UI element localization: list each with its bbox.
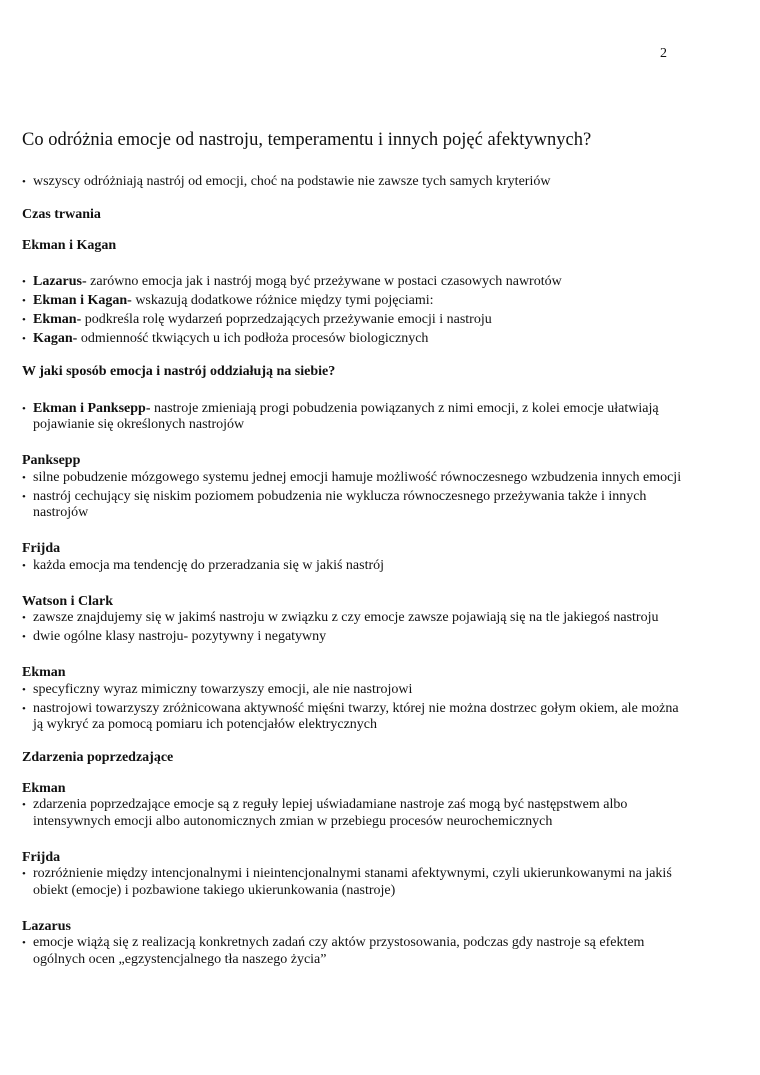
intro-list xyxy=(22,174,682,191)
ekman-list xyxy=(22,682,682,734)
list-item: • każda emocja ma tendencję do przeradzania się w jakiś nastrój xyxy=(22,558,682,575)
list-item xyxy=(22,274,682,291)
author-label: Ekman i Kagan- xyxy=(33,293,132,308)
page-title: Co odróżnia emocje od nastroju, temperamentu i innych pojęć afektywnych? xyxy=(22,130,592,150)
section-heading-interaction: W jaki sposób emocja i nastrój oddziałują na siebie? xyxy=(22,364,336,379)
ekman-2-list xyxy=(22,797,682,830)
document-body xyxy=(22,174,682,971)
page-number: 2 xyxy=(660,46,667,61)
frijda-list xyxy=(22,558,682,575)
list-item xyxy=(22,401,682,434)
item-text: podkreśla rolę wydarzeń poprzedzających przeżywanie emocji i nastroju xyxy=(81,312,492,327)
subheading-ekman-2: Ekman xyxy=(22,780,66,796)
subheading-watson-clark: Watson i Clark xyxy=(22,593,114,609)
list-item xyxy=(22,331,682,348)
list-item: • nastrojowi towarzyszy zróżnicowana aktywność mięśni twarzy, której nie można dostrzec gołym okiem, ale można ją wykryć za pomocą pomiaru ich potencjałów elektrycznych xyxy=(22,701,682,734)
subheading-ekman: Ekman xyxy=(22,665,66,680)
interaction-list xyxy=(22,401,682,434)
item-text: zarówno emocja jak i nastrój mogą być przeżywane w postaci czasowych nawrotów xyxy=(86,274,562,289)
list-item: • dwie ogólne klasy nastroju- pozytywny i negatywny xyxy=(22,629,682,646)
author-label: Kagan- xyxy=(33,331,78,346)
list-item xyxy=(22,312,682,329)
watson-list xyxy=(22,610,682,646)
subheading-frijda-2: Frijda xyxy=(22,849,61,865)
item-text: nastroje zmieniają progi pobudzenia powiązanych z nimi emocji, z kolei emocje ułatwiają pojawianie się określonych nastrojów xyxy=(33,400,659,432)
panksepp-list xyxy=(22,470,682,522)
author-label: Ekman- xyxy=(33,312,82,327)
duration-list xyxy=(22,274,682,348)
subheading-frijda: Frijda xyxy=(22,541,61,556)
list-item: • zdarzenia poprzedzające emocje są z reguły lepiej uświadamiane nastroje zaś mogą być następstwem albo intensywnych emocji albo autonomicznych zmian w przebiegu procesów neurochemicznych xyxy=(22,797,682,830)
subheading-panksepp: Panksepp xyxy=(22,453,81,468)
list-item: • nastrój cechujący się niskim poziomem pobudzenia nie wyklucza równoczesnego przeżywania także i innych nastrojów xyxy=(22,489,682,522)
list-item: • wszyscy odróżniają nastrój od emocji, choć na podstawie nie zawsze tych samych kryteriów xyxy=(22,174,682,191)
author-label: Lazarus- xyxy=(33,274,87,289)
section-heading-duration: Czas trwania xyxy=(22,207,101,222)
list-item xyxy=(22,293,682,310)
subheading-lazarus: Lazarus xyxy=(22,918,71,934)
author-label: Ekman i Panksepp- xyxy=(33,400,151,416)
item-text: odmienność tkwiących u ich podłoża procesów biologicznych xyxy=(77,331,429,346)
item-text: wskazują dodatkowe różnice między tymi pojęciami: xyxy=(131,293,434,308)
subheading-ekman-kagan: Ekman i Kagan xyxy=(22,237,117,253)
list-item: • specyficzny wyraz mimiczny towarzyszy emocji, ale nie nastrojowi xyxy=(22,682,682,699)
list-item: • rozróżnienie między intencjonalnymi i nieintencjonalnymi stanami afektywnymi, czyli ukierunkowanymi na jakiś obiekt (emocje) i pozbawione takiego ukierunkowania (nastroje) xyxy=(22,866,682,899)
list-item: • silne pobudzenie mózgowego systemu jednej emocji hamuje możliwość równoczesnego wzbudzenia innych emocji xyxy=(22,470,682,487)
lazarus-list xyxy=(22,935,682,968)
section-heading-antecedents: Zdarzenia poprzedzające xyxy=(22,750,174,765)
list-item: • emocje wiążą się z realizacją konkretnych zadań czy aktów przystosowania, podczas gdy nastroje są efektem ogólnych ocen „egzystencjalnego tła naszego życia” xyxy=(22,935,682,968)
frijda-2-list xyxy=(22,866,682,899)
list-item: • zawsze znajdujemy się w jakimś nastroju w związku z czy emocje zawsze pojawiają się na tle jakiegoś nastroju xyxy=(22,610,682,627)
